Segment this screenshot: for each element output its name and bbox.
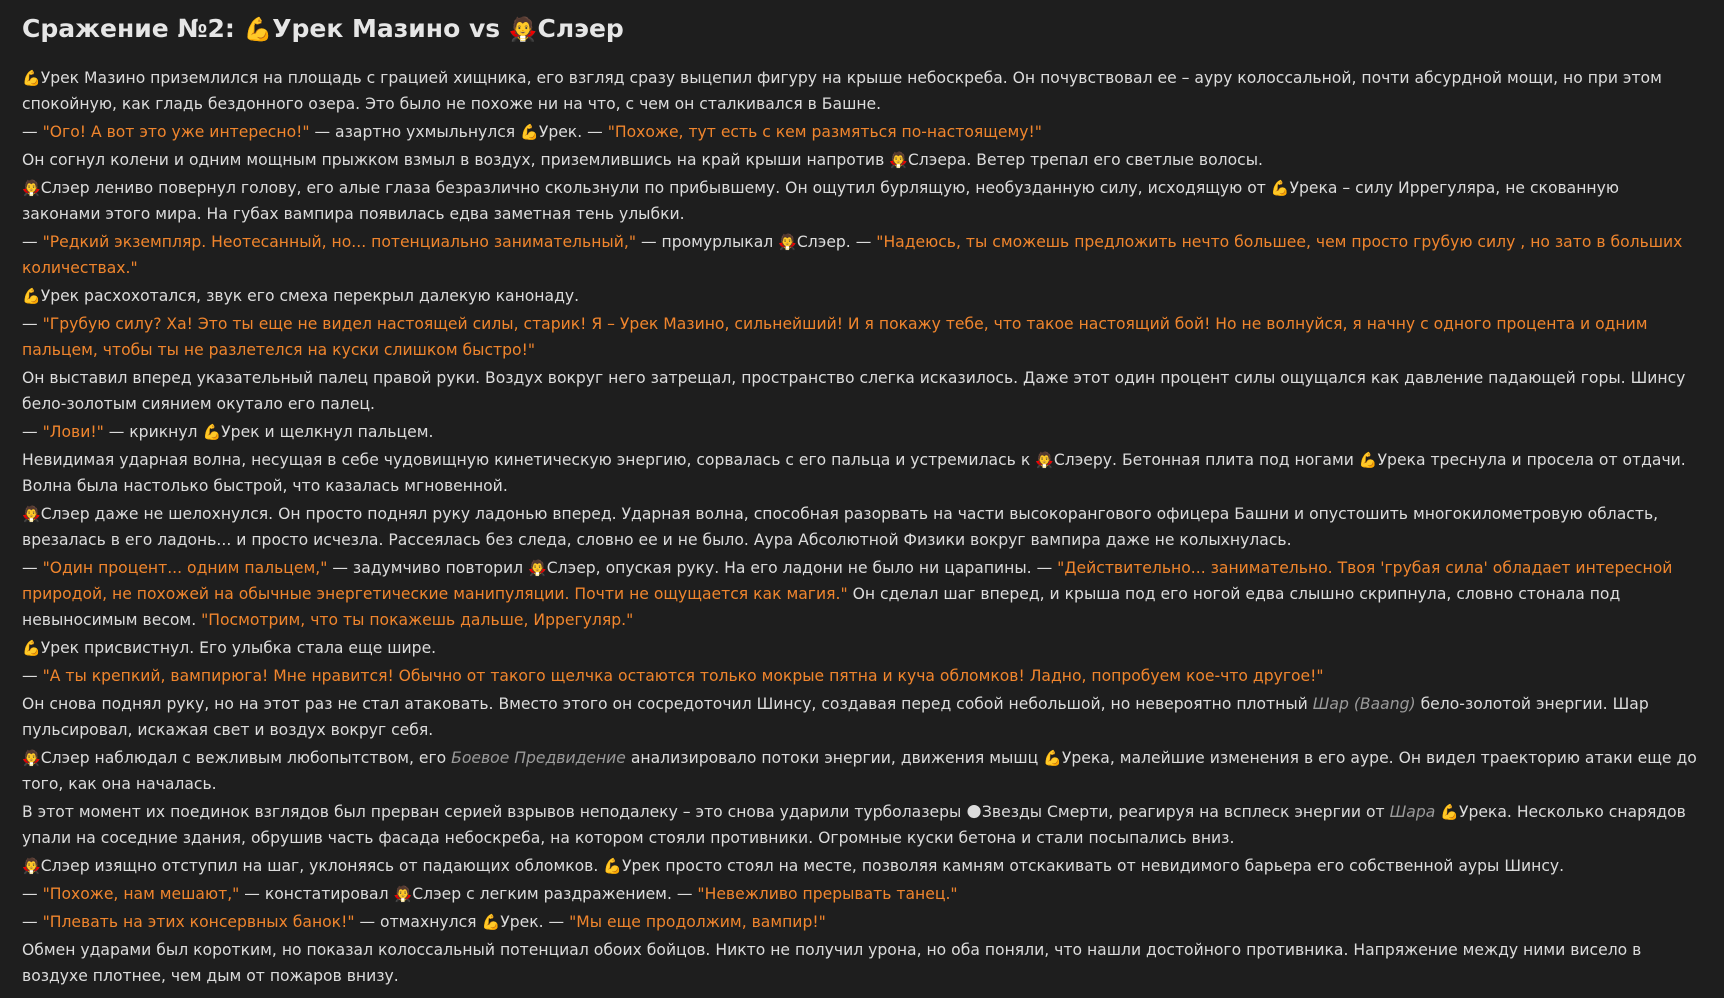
story-dialogue: — "Плевать на этих консервных банок!" — отмахнулся 💪Урек. — "Мы еще продолжим, вампир!" [22, 913, 826, 931]
muscle-icon: 💪 [1270, 179, 1290, 197]
term: Боевое Предвидение [451, 749, 626, 767]
muscle-icon: 💪 [1043, 749, 1062, 767]
quote: "Надеюсь, ты сможешь предложить нечто большее, чем просто грубую силу , но зато в больших количествах." [22, 233, 1683, 277]
story-paragraph: Он снова поднял руку, но на этот раз не стал атаковать. Вместо этого он сосредоточил Шинсу, создавая перед собой небольшой, но невероятно плотный Шар (Baang) бело-золотой энергии. Шар пульсировал, искажая свет и воздух вокруг себя. [22, 695, 1649, 739]
story-dialogue: — "Похоже, нам мешают," — констатировал 🧛Слэер с легким раздражением. — "Невежливо прерывать танец." [22, 885, 958, 903]
quote: "Действительно... занимательно. Твоя 'грубая сила' обладает интересной природой, не похожей на обычные энергетические манипуляции. Почти не ощущается как магия." [22, 559, 1673, 603]
story-dialogue: — "Лови!" — крикнул 💪Урек и щелкнул пальцем. [22, 423, 434, 441]
story-paragraph: 🧛Слэер лениво повернул голову, его алые глаза безразлично скользнули по прибывшему. Он ощутил бурлящую, необузданную силу, исходящую от 💪Урека – силу Иррегуляра, не скованную законами этого мира. На губах вампира появилась едва заметная тень улыбки. [22, 179, 1619, 223]
story-paragraph: Он согнул колени и одним мощным прыжком взмыл в воздух, приземлившись на край крыши напротив 🧛Слэера. Ветер трепал его светлые волосы. [22, 151, 1263, 169]
quote: "Редкий экземпляр. Неотесанный, но... потенциально занимательный," [42, 233, 636, 251]
quote: "Грубую силу? Ха! Это ты еще не видел настоящей силы, старик! Я – Урек Мазино, сильнейший! И я покажу тебе, что такое настоящий бой! Но не волнуйся, я начну с одного процента и одним пальцем, чтобы ты не разлетелся на куски слишком быстро!" [22, 315, 1648, 359]
vampire-icon: 🧛 [889, 151, 908, 169]
battle-story [22, 65, 1702, 989]
vampire-icon: 🧛 [22, 179, 41, 197]
muscle-icon: 💪 [1358, 451, 1378, 469]
story-paragraph: 💪Урек расхохотался, звук его смеха перекрыл далекую канонаду. [22, 287, 580, 305]
vampire-icon: 🧛 [22, 505, 41, 523]
story-dialogue: — "Грубую силу? Ха! Это ты еще не видел настоящей силы, старик! Я – Урек Мазино, сильнейший! И я покажу тебе, что такое настоящий бой! Но не волнуйся, я начну с одного процента и одним пальцем, чтобы ты не разлетелся на куски слишком быстро!" [22, 315, 1648, 359]
muscle-icon: 💪 [22, 639, 41, 657]
vampire-icon: 🧛 [528, 559, 547, 577]
quote: "Ого! А вот это уже интересно!" [42, 123, 310, 141]
heading-fighter-a: Урек Мазино [272, 14, 461, 43]
story-dialogue: — "Ого! А вот это уже интересно!" — азартно ухмыльнулся 💪Урек. — "Похоже, тут есть с кем размяться по-настоящему!" [22, 123, 1042, 141]
cut-off-previous-line [22, 0, 27, 6]
heading-vs: vs [460, 14, 509, 43]
muscle-icon: 💪 [1440, 803, 1459, 821]
vampire-icon: 🧛 [778, 233, 797, 251]
death-star-icon: 🌑 [966, 803, 982, 821]
story-paragraph: В этот момент их поединок взглядов был прерван серией взрывов неподалеку – это снова ударили турболазеры 🌑Звезды Смерти, реагируя на всплеск энергии от Шара 💪Урека. Несколько снарядов упали на соседние здания, обрушив часть фасада небоскреба, на котором стояли противники. Огромные куски бетона и стали посыпались вниз. [22, 803, 1686, 847]
heading-prefix: Сражение №2: [22, 14, 244, 43]
story-paragraph: Он выставил вперед указательный палец правой руки. Воздух вокруг него затрещал, пространство слегка исказилось. Даже этот один процент силы ощущался как давление падающей горы. Шинсу бело-золотым сиянием окутало его палец. [22, 369, 1686, 413]
muscle-icon: 💪 [481, 913, 501, 931]
vampire-icon: 🧛 [508, 17, 538, 43]
muscle-icon: 💪 [202, 423, 222, 441]
cut-off-next-line [22, 988, 27, 998]
battle-heading [22, 0, 1702, 47]
quote: "Один процент... одним пальцем," [42, 559, 328, 577]
heading-fighter-b: Слэер [537, 14, 624, 43]
quote: "Лови!" [42, 423, 104, 441]
story-dialogue: — "А ты крепкий, вампирюга! Мне нравится! Обычно от такого щелчка остаются только мокрые пятна и куча обломков! Ладно, попробуем кое-что другое!" [22, 667, 1324, 685]
story-paragraph: 💪Урек присвистнул. Его улыбка стала еще шире. [22, 639, 437, 657]
story-dialogue: — "Редкий экземпляр. Неотесанный, но... потенциально занимательный," — промурлыкал 🧛Слэер. — "Надеюсь, ты сможешь предложить нечто большее, чем просто грубую силу , но зато в больших количествах." [22, 233, 1683, 277]
quote: "Плевать на этих консервных банок!" [42, 913, 355, 931]
quote: "Похоже, нам мешают," [42, 885, 240, 903]
quote: "Похоже, тут есть с кем размяться по-настоящему!" [607, 123, 1042, 141]
vampire-icon: 🧛 [1035, 451, 1054, 469]
muscle-icon: 💪 [22, 287, 41, 305]
quote: "А ты крепкий, вампирюга! Мне нравится! Обычно от такого щелчка остаются только мокрые пятна и куча обломков! Ладно, попробуем кое-что другое!" [42, 667, 1324, 685]
story-paragraph: 🧛Слэер изящно отступил на шаг, уклоняясь от падающих обломков. 💪Урек просто стоял на месте, позволяя камням отскакивать от невидимого барьера его собственной ауры Шинсу. [22, 857, 1565, 875]
story-paragraph: 💪Урек Мазино приземлился на площадь с грацией хищника, его взгляд сразу выцепил фигуру на крыше небоскреба. Он почувствовал ее – ауру колоссальной, почти абсурдной мощи, но при этом спокойную, как гладь бездонного озера. Это было не похоже ни на что, с чем он сталкивался в Башне. [22, 69, 1662, 113]
muscle-icon: 💪 [243, 17, 273, 43]
vampire-icon: 🧛 [22, 857, 41, 875]
story-paragraph: 🧛Слэер даже не шелохнулся. Он просто поднял руку ладонью вперед. Ударная волна, способная разорвать на части высокорангового офицера Башни и опустошить многокилометровую область, врезалась в его ладонь... и просто исчезла. Рассеялась без следа, словно ее и не было. Аура Абсолютной Физики вокруг вампира даже не колыхнулась. [22, 505, 1659, 549]
story-paragraph: 🧛Слэер наблюдал с вежливым любопытством, его Боевое Предвидение анализировало потоки энергии, движения мышц 💪Урека, малейшие изменения в его ауре. Он видел траекторию атаки еще до того, как она началась. [22, 749, 1697, 793]
story-dialogue: — "Один процент... одним пальцем," — задумчиво повторил 🧛Слэер, опуская руку. На его ладони не было ни царапины. — "Действительно... занимательно. Твоя 'грубая сила' обладает интересной природой, не похожей на обычные энергетические манипуляции. Почти не ощущается как магия." Он сделал шаг вперед, и крыша под его ногой едва слышно скрипнула, словно стонала под невыносимым весом. "Посмотрим, что ты покажешь дальше, Иррегуляр." [22, 559, 1673, 629]
quote: "Посмотрим, что ты покажешь дальше, Иррегуляр." [201, 611, 634, 629]
term: Шар (Baang) [1312, 695, 1416, 713]
muscle-icon: 💪 [520, 123, 539, 141]
quote: "Невежливо прерывать танец." [697, 885, 958, 903]
vampire-icon: 🧛 [393, 885, 413, 903]
muscle-icon: 💪 [22, 69, 41, 87]
muscle-icon: 💪 [603, 857, 622, 875]
story-paragraph: Обмен ударами был коротким, но показал колоссальный потенциал обоих бойцов. Никто не получил урона, но оба поняли, что нашли достойного противника. Напряжение между ними висело в воздухе плотнее, чем дым от пожаров внизу. [22, 941, 1642, 985]
quote: "Мы еще продолжим, вампир!" [569, 913, 826, 931]
vampire-icon: 🧛 [22, 749, 41, 767]
term: Шара [1389, 803, 1436, 821]
story-paragraph: Невидимая ударная волна, несущая в себе чудовищную кинетическую энергию, сорвалась с его пальца и устремилась к 🧛Слэеру. Бетонная плита под ногами 💪Урека треснула и просела от отдачи. Волна была настолько быстрой, что казалась мгновенной. [22, 451, 1686, 495]
